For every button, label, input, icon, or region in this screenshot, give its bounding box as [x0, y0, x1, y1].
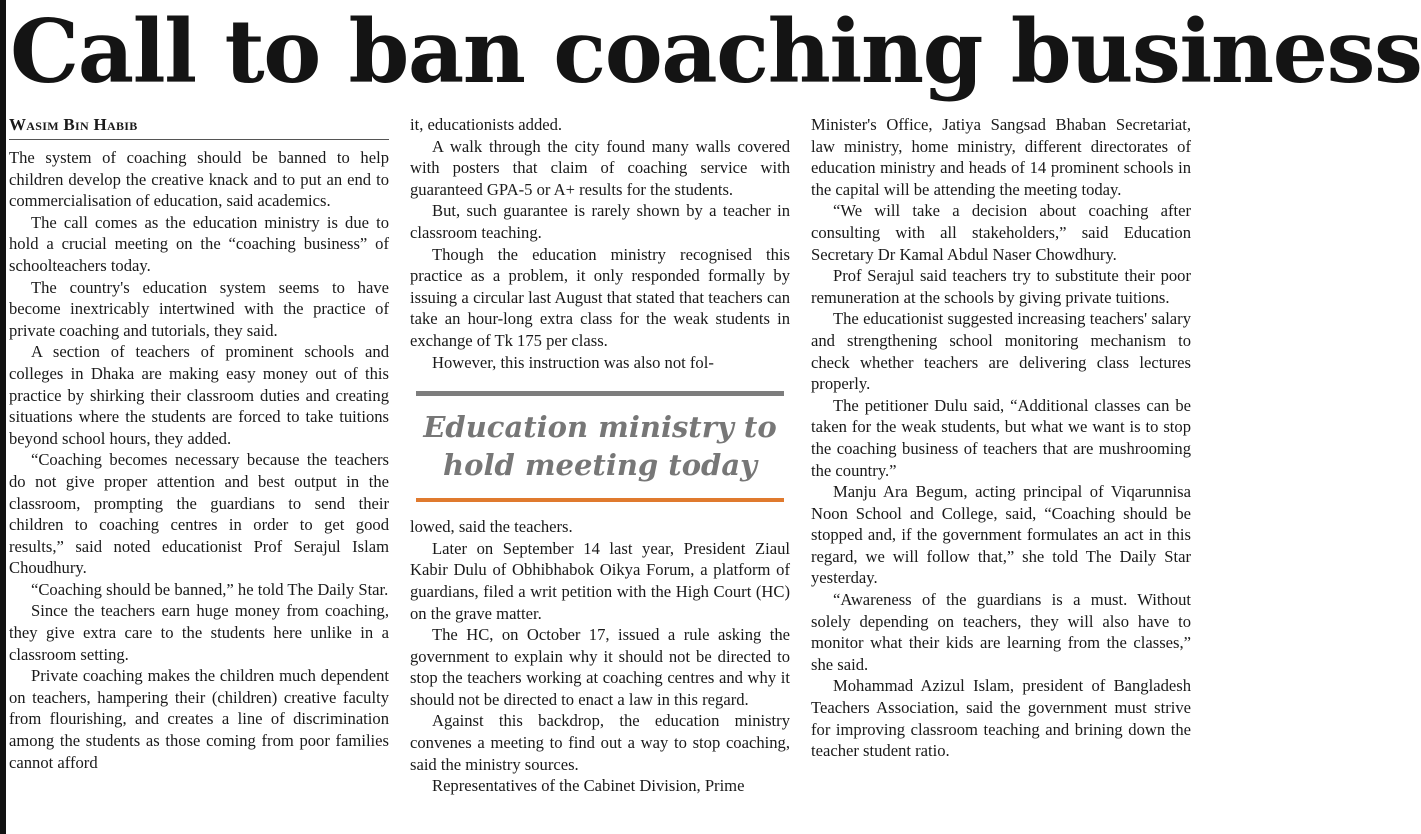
headline: Call to ban coaching business [10, 0, 1421, 103]
pull-quote-text: Education ministry to hold meeting today [423, 410, 777, 483]
paragraph: “Awareness of the guardians is a must. Without solely depending on teachers, they will also have to monitor what their kids are learning from the classes,” she said. [811, 590, 1191, 674]
article-column-2 [410, 114, 790, 797]
paragraph: The petitioner Dulu said, “Additional classes can be taken for the weak students, but what we want is to stop the coaching business of teachers that are mushrooming the country.” [811, 395, 1191, 480]
paragraph: The educationist suggested increasing teachers' salary and strengthening school monitoring mechanism to check whether teachers are delivering class lectures properly. [811, 309, 1191, 394]
paragraph: Since the teachers earn huge money from coaching, they give extra care to the students here unlike in a classroom setting. [9, 601, 389, 664]
paragraph: Against this backdrop, the education ministry convenes a meeting to find out a way to stop coaching, said the ministry sources. [410, 711, 790, 774]
paragraph: A walk through the city found many walls covered with posters that claim of coaching service with guaranteed GPA-5 or A+ results for the students. [410, 136, 790, 199]
paragraph: Prof Serajul said teachers try to substitute their poor remuneration at the schools by giving private tuitions. [811, 266, 1191, 307]
paragraph: Private coaching makes the children much dependent on teachers, hampering their (children) creative faculty from flourishing, and creates a line of discrimination among the students as those coming from poor families cannot afford [9, 666, 389, 772]
paragraph: The HC, on October 17, issued a rule asking the government to explain why it should not be directed to stop the teachers working at coaching centres and why it should not be directed to enact a law in this regard. [410, 625, 790, 709]
left-margin-bar [0, 0, 6, 834]
article-column-3 [811, 114, 1191, 762]
paragraph: Later on September 14 last year, President Ziaul Kabir Dulu of Obhibhabok Oikya Forum, a platform of guardians, filed a writ petition with the High Court (HC) on the grave matter. [410, 538, 790, 623]
paragraph: lowed, said the teachers. [410, 517, 573, 537]
paragraph: The system of coaching should be banned to help children develop the creative knack and to put an end to commercialisation of education, said academics. [9, 148, 389, 211]
pull-quote [416, 391, 784, 502]
paragraph: Representatives of the Cabinet Division, Prime [432, 776, 745, 796]
paragraph: Mohammad Azizul Islam, president of Bangladesh Teachers Association, said the government must strive for improving classroom teaching and brining down the teacher student ratio. [811, 676, 1191, 761]
paragraph: But, such guarantee is rarely shown by a teacher in classroom teaching. [410, 201, 790, 242]
paragraph: “Coaching should be banned,” he told The Daily Star. [31, 579, 389, 599]
paragraph: Manju Ara Begum, acting principal of Viqarunnisa Noon School and College, said, “Coaching should be stopped and, if the government formulates an act in this regard, we will follow that,” she told The Daily Star yesterday. [811, 482, 1191, 588]
paragraph: “We will take a decision about coaching after consulting with all stakeholders,” said Education Secretary Dr Kamal Abdul Naser Chowdhury. [811, 201, 1191, 264]
paragraph: Though the education ministry recognised this practice as a problem, it only responded formally by issuing a circular last August that stated that teachers can take an hour-long extra class for the weak students in exchange of Tk 175 per class. [410, 244, 790, 350]
byline: Wasim Bin Habib [9, 114, 389, 140]
paragraph: A section of teachers of prominent schools and colleges in Dhaka are making easy money out of this practice by shirking their classroom duties and creating situations where the students are forced to take tuitions beyond school hours, they added. [9, 342, 389, 448]
paragraph: However, this instruction was also not fol- [432, 352, 714, 372]
paragraph: “Coaching becomes necessary because the teachers do not give proper attention and best output in the classroom, prompting the guardians to send their children to coaching centres in order to get good results,” said noted educationist Prof Serajul Islam Choudhury. [9, 450, 389, 578]
paragraph: Minister's Office, Jatiya Sangsad Bhaban Secretariat, law ministry, home ministry, different directorates of education ministry and heads of 14 prominent schools in the capital will be attending the meeting today. [811, 115, 1191, 199]
paragraph: The country's education system seems to have become inextricably intertwined with the practice of private coaching and tutorials, they said. [9, 277, 389, 340]
paragraph: it, educationists added. [410, 115, 563, 134]
paragraph: The call comes as the education ministry is due to hold a crucial meeting on the “coaching business” of schoolteachers today. [9, 212, 389, 275]
pull-quote-bottom-rule [416, 498, 784, 502]
article-column-1 [9, 114, 389, 773]
